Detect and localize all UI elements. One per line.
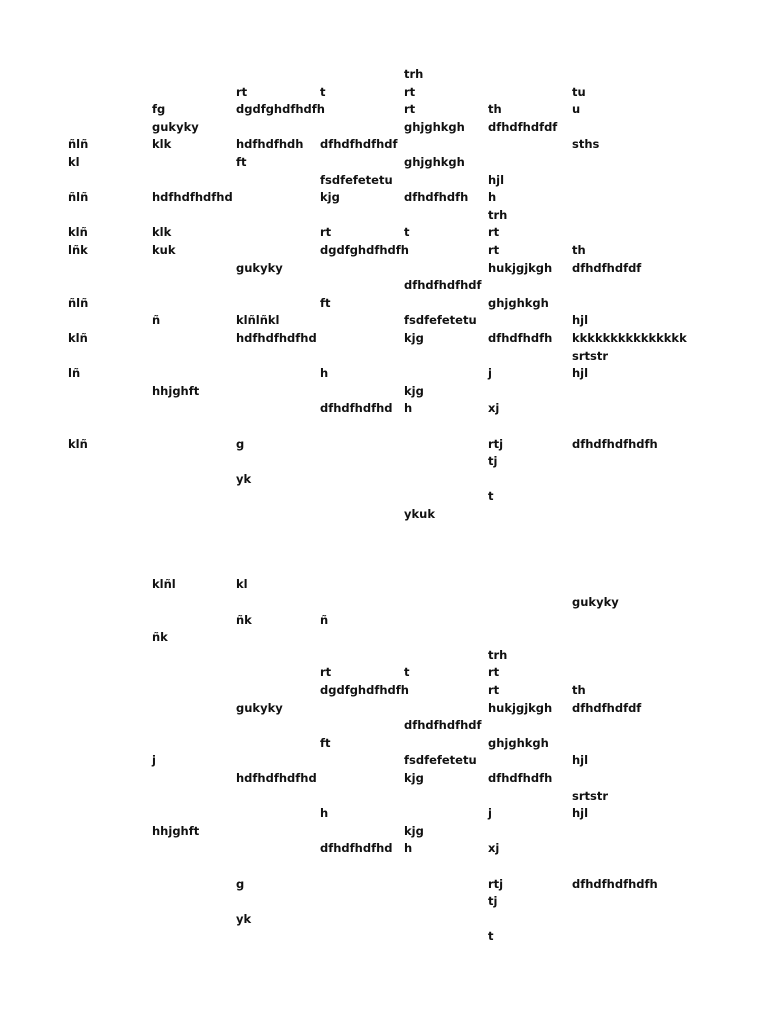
cell-r33-c2: ñk bbox=[152, 630, 168, 645]
cell-r16-c1: klñ bbox=[68, 331, 88, 345]
cell-r3-c5: rt bbox=[404, 102, 416, 117]
cell-r20-c5: h bbox=[404, 401, 413, 416]
cell-r43-c4: h bbox=[320, 806, 329, 821]
cell-r8-c2: hdfhdfhdfhd bbox=[152, 190, 233, 205]
cell-r4-c2: gukyky bbox=[152, 119, 199, 134]
cell-r7-c6: hjl bbox=[488, 172, 505, 187]
cell-r22-c6: rtj bbox=[488, 436, 504, 451]
cell-r30-c2: klñl bbox=[152, 577, 176, 592]
cell-r35-c4: rt bbox=[320, 665, 332, 680]
cell-r2-c3: rt bbox=[236, 84, 248, 99]
cell-r8-c6: h bbox=[488, 190, 497, 205]
cell-r5-c4: dfhdfhdfhdf bbox=[320, 137, 398, 152]
cell-r1-c5: trh bbox=[404, 67, 424, 81]
cell-r12-c7: dfhdfhdfdf bbox=[572, 260, 642, 275]
cell-r43-c6: j bbox=[488, 806, 492, 821]
cell-r15-c5: fsdfefetetu bbox=[404, 313, 477, 328]
cell-r30-c3: kl bbox=[236, 577, 248, 592]
cell-r42-c7: srtstr bbox=[572, 788, 609, 803]
cell-r16-c7: kkkkkkkkkkkkkkk bbox=[572, 331, 687, 345]
cell-r49-c3: yk bbox=[236, 911, 252, 926]
cell-r26-c5: ykuk bbox=[404, 507, 435, 521]
cell-r18-c1: lñ bbox=[68, 366, 81, 381]
cell-r6-c3: ft bbox=[236, 155, 247, 169]
cell-r2-c5: rt bbox=[404, 84, 416, 99]
cell-r40-c7: hjl bbox=[572, 753, 589, 768]
cell-r23-c6: tj bbox=[488, 454, 498, 469]
cell-r11-c1: lñk bbox=[68, 243, 88, 257]
cell-r10-c5: t bbox=[404, 225, 410, 240]
cell-r18-c6: j bbox=[488, 366, 492, 381]
cell-r15-c2: ñ bbox=[152, 313, 161, 328]
cell-r41-c3: hdfhdfhdfhd bbox=[236, 771, 317, 785]
cell-r47-c3: g bbox=[236, 876, 245, 891]
cell-r8-c5: dfhdfhdfh bbox=[404, 190, 469, 205]
cell-r45-c4: dfhdfhdfhd bbox=[320, 841, 393, 856]
cell-r36-c4: dgdfghdfhdfh bbox=[320, 683, 409, 697]
cell-r15-c7: hjl bbox=[572, 313, 589, 328]
cell-r18-c4: h bbox=[320, 366, 329, 381]
cell-r6-c1: kl bbox=[68, 155, 80, 169]
cell-r37-c6: hukjgjkgh bbox=[488, 700, 553, 715]
cell-r16-c5: kjg bbox=[404, 331, 424, 345]
cell-r9-c6: trh bbox=[488, 207, 508, 222]
cell-r4-c6: dfhdfhdfdf bbox=[488, 119, 558, 134]
cell-r44-c2: hhjghft bbox=[152, 823, 200, 838]
cell-r43-c7: hjl bbox=[572, 806, 589, 821]
cell-r10-c2: klk bbox=[152, 225, 172, 240]
cell-r18-c7: hjl bbox=[572, 366, 589, 381]
cell-r3-c7: u bbox=[572, 102, 581, 117]
cell-r6-c5: ghjghkgh bbox=[404, 155, 465, 169]
cell-r25-c6: t bbox=[488, 489, 494, 504]
cell-r44-c5: kjg bbox=[404, 823, 424, 838]
cell-r35-c5: t bbox=[404, 665, 410, 680]
cell-r45-c6: xj bbox=[488, 841, 500, 856]
cell-r41-c5: kjg bbox=[404, 771, 424, 785]
cell-r22-c1: klñ bbox=[68, 436, 88, 451]
cell-r15-c3: klñlñkl bbox=[236, 313, 280, 328]
cell-r3-c6: th bbox=[488, 102, 502, 117]
cell-r5-c2: klk bbox=[152, 137, 172, 152]
cell-r37-c7: dfhdfhdfdf bbox=[572, 700, 642, 715]
cell-r5-c1: ñlñ bbox=[68, 137, 89, 152]
cell-r41-c6: dfhdfhdfh bbox=[488, 771, 553, 785]
cell-r31-c7: gukyky bbox=[572, 595, 619, 609]
cell-r47-c7: dfhdfhdfhdfh bbox=[572, 876, 658, 891]
cell-r32-c4: ñ bbox=[320, 612, 329, 627]
cell-r20-c6: xj bbox=[488, 401, 500, 416]
cell-r50-c6: t bbox=[488, 929, 494, 944]
cell-r16-c3: hdfhdfhdfhd bbox=[236, 331, 317, 345]
cell-r7-c4: fsdfefetetu bbox=[320, 172, 393, 187]
cell-r3-c3: dgdfghdfhdfh bbox=[236, 102, 325, 117]
cell-r22-c3: g bbox=[236, 436, 245, 451]
cell-r3-c2: fg bbox=[152, 102, 166, 117]
cell-r8-c1: ñlñ bbox=[68, 190, 89, 205]
cell-r10-c1: klñ bbox=[68, 225, 88, 240]
cell-r47-c6: rtj bbox=[488, 876, 504, 891]
cell-r17-c7: srtstr bbox=[572, 348, 609, 363]
cell-r16-c6: dfhdfhdfh bbox=[488, 331, 553, 345]
cell-r14-c4: ft bbox=[320, 295, 331, 310]
cell-r12-c6: hukjgjkgh bbox=[488, 260, 553, 275]
cell-r14-c6: ghjghkgh bbox=[488, 295, 549, 310]
cell-r35-c6: rt bbox=[488, 665, 500, 680]
cell-r5-c7: sths bbox=[572, 137, 600, 152]
cell-r10-c6: rt bbox=[488, 225, 500, 240]
cell-r24-c3: yk bbox=[236, 471, 252, 486]
cell-r12-c3: gukyky bbox=[236, 260, 283, 275]
cell-r38-c5: dfhdfhdfhdf bbox=[404, 718, 482, 733]
cell-r2-c4: t bbox=[320, 84, 326, 99]
cell-r45-c5: h bbox=[404, 841, 413, 856]
cell-r8-c4: kjg bbox=[320, 190, 340, 205]
cell-r11-c2: kuk bbox=[152, 243, 176, 257]
cell-r32-c3: ñk bbox=[236, 612, 252, 627]
cell-r2-c7: tu bbox=[572, 84, 586, 99]
cell-r4-c5: ghjghkgh bbox=[404, 119, 465, 134]
cell-r19-c5: kjg bbox=[404, 383, 424, 398]
cell-r34-c6: trh bbox=[488, 647, 508, 662]
cell-r37-c3: gukyky bbox=[236, 700, 283, 715]
cell-r13-c5: dfhdfhdfhdf bbox=[404, 278, 482, 293]
cell-r39-c6: ghjghkgh bbox=[488, 735, 549, 750]
cell-r5-c3: hdfhdfhdh bbox=[236, 137, 304, 152]
cell-r40-c5: fsdfefetetu bbox=[404, 753, 477, 768]
cell-r19-c2: hhjghft bbox=[152, 383, 200, 398]
cell-r40-c2: j bbox=[152, 753, 156, 768]
cell-r14-c1: ñlñ bbox=[68, 295, 89, 310]
cell-r48-c6: tj bbox=[488, 894, 498, 909]
cell-r36-c6: rt bbox=[488, 683, 500, 697]
cell-r10-c4: rt bbox=[320, 225, 332, 240]
cell-r11-c7: th bbox=[572, 243, 586, 257]
cell-r36-c7: th bbox=[572, 683, 586, 697]
cell-r20-c4: dfhdfhdfhd bbox=[320, 401, 393, 416]
cell-r39-c4: ft bbox=[320, 735, 331, 750]
cell-r11-c4: dgdfghdfhdfh bbox=[320, 243, 409, 257]
cell-r11-c6: rt bbox=[488, 243, 500, 257]
cell-r22-c7: dfhdfhdfhdfh bbox=[572, 436, 658, 451]
